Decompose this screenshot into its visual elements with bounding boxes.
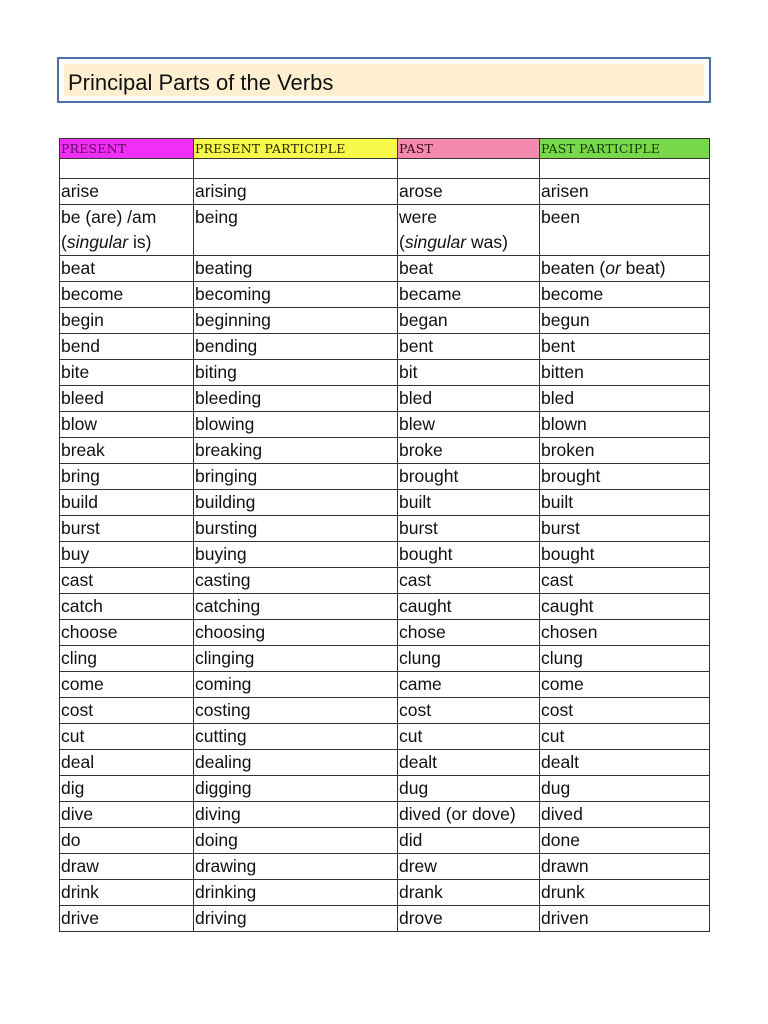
table-row (60, 802, 710, 828)
cell-past: bled (398, 386, 540, 412)
cell-present: buy (60, 542, 194, 568)
cell-present: cut (60, 724, 194, 750)
table-row (60, 698, 710, 724)
cell-text: singular (404, 231, 467, 252)
cell-present-participle: beginning (194, 308, 398, 334)
cell-present-participle: building (194, 490, 398, 516)
table-row (60, 594, 710, 620)
cell-present: bring (60, 464, 194, 490)
cell-present-participle: clinging (194, 646, 398, 672)
cell-present: cling (60, 646, 194, 672)
cell-present-participle: breaking (194, 438, 398, 464)
cell-past-participle: chosen (540, 620, 710, 646)
cell-past: drove (398, 906, 540, 932)
cell-past-participle (540, 256, 710, 282)
cell-past-participle: arisen (540, 179, 710, 205)
table-row (60, 256, 710, 282)
cell-past-participle: done (540, 828, 710, 854)
cell-present-participle: drinking (194, 880, 398, 906)
cell-past-participle: begun (540, 308, 710, 334)
cell-present-participle: costing (194, 698, 398, 724)
cell-past: cast (398, 568, 540, 594)
title-box (57, 57, 711, 103)
cell-present-participle: biting (194, 360, 398, 386)
cell-present-participle: drawing (194, 854, 398, 880)
cell-present: begin (60, 308, 194, 334)
table-row (60, 516, 710, 542)
cell-text: beat) (620, 258, 666, 278)
cell-past-participle: blown (540, 412, 710, 438)
table-row (60, 464, 710, 490)
cell-past: dug (398, 776, 540, 802)
cell-past-participle: cut (540, 724, 710, 750)
cell-past: chose (398, 620, 540, 646)
cell-present: arise (60, 179, 194, 205)
cell-past: cost (398, 698, 540, 724)
cell-present: come (60, 672, 194, 698)
cell-text: ( (399, 231, 405, 252)
cell-past: drew (398, 854, 540, 880)
cell-present: catch (60, 594, 194, 620)
cell-present-participle: bursting (194, 516, 398, 542)
cell-past-participle: built (540, 490, 710, 516)
cell-past: bit (398, 360, 540, 386)
header-past: PAST (398, 139, 540, 159)
cell-past: came (398, 672, 540, 698)
cell-present-participle: dealing (194, 750, 398, 776)
cell-past: broke (398, 438, 540, 464)
cell-past-participle: cast (540, 568, 710, 594)
cell-present-participle: arising (194, 179, 398, 205)
title-highlight (64, 64, 704, 96)
cell-present: dive (60, 802, 194, 828)
cell-past: burst (398, 516, 540, 542)
cell-present-participle: driving (194, 906, 398, 932)
table-row (60, 412, 710, 438)
verb-table (59, 138, 710, 932)
cell-past: did (398, 828, 540, 854)
table-row (60, 542, 710, 568)
cell-past: blew (398, 412, 540, 438)
cell-present-participle: becoming (194, 282, 398, 308)
cell-present: bend (60, 334, 194, 360)
cell-present-participle: choosing (194, 620, 398, 646)
table-row (60, 205, 710, 256)
blank-row (60, 159, 710, 179)
cell-present: deal (60, 750, 194, 776)
cell-past: became (398, 282, 540, 308)
cell-past-participle: dived (540, 802, 710, 828)
table-row (60, 724, 710, 750)
cell-present-participle: bleeding (194, 386, 398, 412)
cell-past: bought (398, 542, 540, 568)
cell-past-participle: cost (540, 698, 710, 724)
cell-text: was) (466, 231, 508, 252)
cell-present: burst (60, 516, 194, 542)
cell-present (60, 205, 194, 256)
header-present-participle: PRESENT PARTICIPLE (194, 139, 398, 159)
cell-past-participle: brought (540, 464, 710, 490)
cell-present: blow (60, 412, 194, 438)
cell-past-participle: clung (540, 646, 710, 672)
cell-present: drive (60, 906, 194, 932)
cell-past-participle: drunk (540, 880, 710, 906)
cell-present: choose (60, 620, 194, 646)
table-row (60, 854, 710, 880)
cell-text: were (399, 207, 437, 227)
cell-present: drink (60, 880, 194, 906)
cell-past: bent (398, 334, 540, 360)
cell-present-participle: doing (194, 828, 398, 854)
table-row (60, 828, 710, 854)
table-row (60, 906, 710, 932)
cell-past: dived (or dove) (398, 802, 540, 828)
cell-past-participle: dug (540, 776, 710, 802)
cell-present: bite (60, 360, 194, 386)
cell-present: become (60, 282, 194, 308)
cell-present-participle: catching (194, 594, 398, 620)
cell-past: built (398, 490, 540, 516)
cell-text: ( (61, 231, 67, 252)
cell-present: bleed (60, 386, 194, 412)
header-row (60, 139, 710, 159)
table-row (60, 750, 710, 776)
cell-text: is) (128, 231, 152, 252)
cell-past-participle: caught (540, 594, 710, 620)
header-past-participle: PAST PARTICIPLE (540, 139, 710, 159)
cell-present-participle: cutting (194, 724, 398, 750)
cell-past: dealt (398, 750, 540, 776)
cell-text: singular (66, 231, 129, 252)
cell-present: dig (60, 776, 194, 802)
table-row (60, 490, 710, 516)
cell-past: cut (398, 724, 540, 750)
cell-past: beat (398, 256, 540, 282)
table-row (60, 620, 710, 646)
header-present: PRESENT (60, 139, 194, 159)
cell-present-participle: digging (194, 776, 398, 802)
cell-past-participle: broken (540, 438, 710, 464)
cell-text: beaten ( (541, 258, 606, 278)
cell-present: break (60, 438, 194, 464)
cell-present: build (60, 490, 194, 516)
cell-past-participle: burst (540, 516, 710, 542)
cell-past (398, 205, 540, 256)
cell-past-participle: bought (540, 542, 710, 568)
table-row (60, 334, 710, 360)
cell-text: be (are) /am (61, 207, 157, 227)
cell-past-participle: become (540, 282, 710, 308)
cell-present: cost (60, 698, 194, 724)
table-row (60, 880, 710, 906)
table-row (60, 308, 710, 334)
cell-past: brought (398, 464, 540, 490)
cell-present-participle: buying (194, 542, 398, 568)
table-row (60, 672, 710, 698)
table-row (60, 568, 710, 594)
table-row (60, 776, 710, 802)
cell-text: or (605, 258, 621, 278)
cell-present-participle: coming (194, 672, 398, 698)
cell-present-participle: being (194, 205, 398, 256)
cell-past-participle: bitten (540, 360, 710, 386)
cell-past: clung (398, 646, 540, 672)
cell-present-participle: bending (194, 334, 398, 360)
cell-past: drank (398, 880, 540, 906)
cell-past-participle: driven (540, 906, 710, 932)
cell-present-participle: blowing (194, 412, 398, 438)
cell-present: draw (60, 854, 194, 880)
table-row (60, 438, 710, 464)
cell-past: caught (398, 594, 540, 620)
cell-past: began (398, 308, 540, 334)
cell-past-participle: been (540, 205, 710, 256)
table-row (60, 646, 710, 672)
table-row (60, 282, 710, 308)
table-row (60, 179, 710, 205)
cell-present-participle: beating (194, 256, 398, 282)
cell-present-participle: diving (194, 802, 398, 828)
cell-present: do (60, 828, 194, 854)
cell-present: beat (60, 256, 194, 282)
cell-present-participle: casting (194, 568, 398, 594)
cell-past-participle: drawn (540, 854, 710, 880)
cell-past: arose (398, 179, 540, 205)
table-row (60, 386, 710, 412)
table-row (60, 360, 710, 386)
cell-present-participle: bringing (194, 464, 398, 490)
cell-past-participle: bent (540, 334, 710, 360)
cell-past-participle: dealt (540, 750, 710, 776)
cell-past-participle: bled (540, 386, 710, 412)
page-title: Principal Parts of the Verbs (68, 70, 334, 95)
cell-present: cast (60, 568, 194, 594)
cell-past-participle: come (540, 672, 710, 698)
